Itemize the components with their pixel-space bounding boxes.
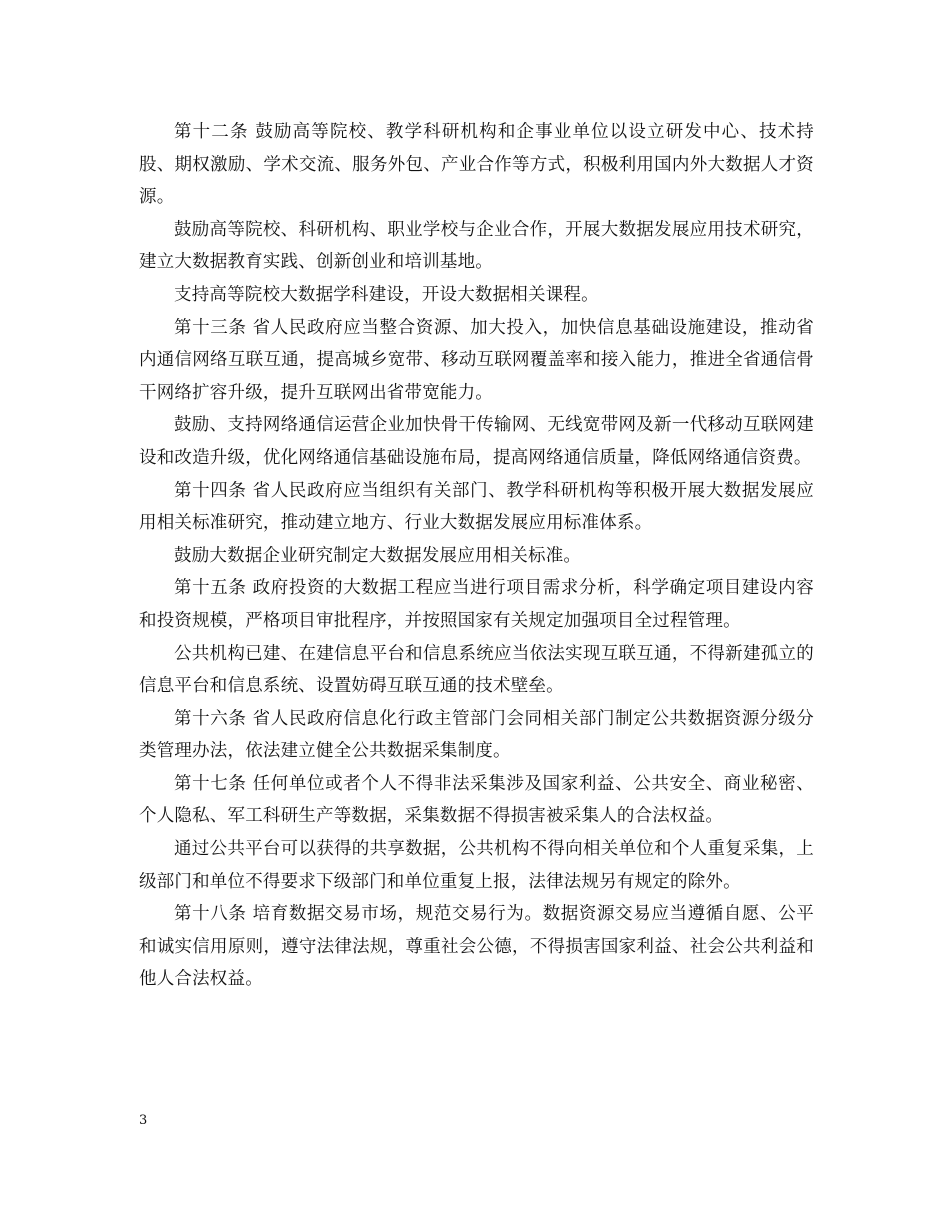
paragraph-article-17: 第十七条 任何单位或者个人不得非法采集涉及国家利益、公共安全、商业秘密、个人隐私、军工科研生产等数据，采集数据不得损害被采集人的合法权益。 [139, 773, 814, 827]
paragraph-article-15: 第十五条 政府投资的大数据工程应当进行项目需求分析，科学确定项目建设内容和投资规模，严格项目审批程序，并按照国家有关规定加强项目全过程管理。 [139, 578, 814, 631]
paragraph-article-14: 第十四条 省人民政府应当组织有关部门、教学科研机构等积极开展大数据发展应用相关标准研究，推动建立地方、行业大数据发展应用标准体系。 [139, 480, 814, 534]
paragraph: 鼓励大数据企业研究制定大数据发展应用相关标准。 [174, 545, 582, 566]
page-number: 3 [139, 1113, 148, 1128]
paragraph: 支持高等院校大数据学科建设，开设大数据相关课程。 [174, 284, 599, 305]
paragraph: 公共机构已建、在建信息平台和信息系统应当依法实现互联互通，不得新建孤立的信息平台和信息系统、设置妨碍互联互通的技术壁垒。 [139, 643, 814, 697]
paragraph-article-18: 第十八条 培育数据交易市场，规范交易行为。数据资源交易应当遵循自愿、公平和诚实信用原则，遵守法律法规，尊重社会公德，不得损害国家利益、社会公共利益和他人合法权益。 [139, 904, 814, 990]
paragraph: 鼓励、支持网络通信运营企业加快骨干传输网、无线宽带网及新一代移动互联网建设和改造升级，优化网络通信基础设施布局，提高网络通信质量，降低网络通信资费。 [139, 415, 814, 468]
paragraph-article-13: 第十三条 省人民政府应当整合资源、加大投入，加快信息基础设施建设，推动省内通信网络互联互通，提高城乡宽带、移动互联网覆盖率和接入能力，推进全省通信骨干网络扩容升级，提升互联网出省带宽能力。 [139, 317, 814, 403]
paragraph-article-12: 第十二条 鼓励高等院校、教学科研机构和企事业单位以设立研发中心、技术持股、期权激励、学术交流、服务外包、产业合作等方式，积极利用国内外大数据人才资源。 [139, 122, 814, 208]
paragraph: 鼓励高等院校、科研机构、职业学校与企业合作，开展大数据发展应用技术研究，建立大数据教育实践、创新创业和培训基地。 [139, 219, 814, 273]
document-body [139, 116, 814, 996]
paragraph-article-16: 第十六条 省人民政府信息化行政主管部门会同相关部门制定公共数据资源分级分类管理办法，依法建立健全公共数据采集制度。 [139, 708, 814, 762]
paragraph: 通过公共平台可以获得的共享数据，公共机构不得向相关单位和个人重复采集，上级部门和单位不得要求下级部门和单位重复上报，法律法规另有规定的除外。 [139, 839, 814, 892]
